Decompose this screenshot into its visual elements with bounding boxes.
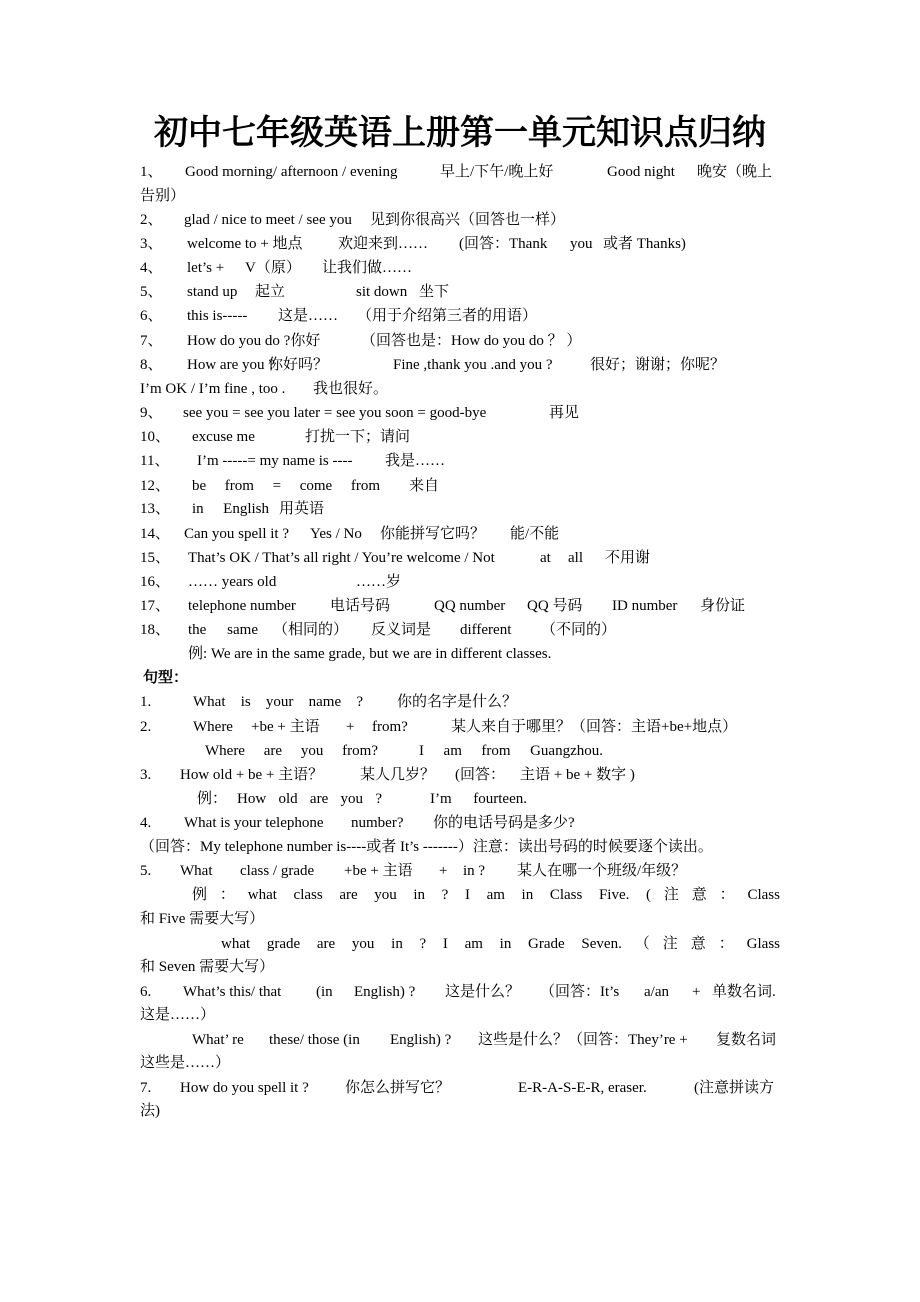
chinese-meaning: （相同的） (273, 622, 349, 638)
chinese-meaning: 欢迎来到…… (338, 236, 429, 252)
vocab-item-17 (0, 594, 920, 618)
english-sentence: How do you spell it ? (180, 1080, 309, 1096)
pattern-2 (0, 715, 920, 739)
english-sentence: How old + be + 主语？ (180, 767, 324, 783)
english-phrase: ID number (612, 598, 678, 614)
english-phrase: I’m OK / I’m fine , too . (140, 381, 286, 397)
chinese-meaning: 坐下 (419, 284, 450, 300)
note: 这是……） (140, 1007, 216, 1023)
english-sentence: English) ? (390, 1032, 452, 1048)
pattern-5-example-2-continued (0, 955, 920, 979)
item-number: 15、 (140, 550, 171, 566)
vocab-item-18-example (0, 642, 920, 666)
item-number: 1. (140, 694, 152, 710)
item-number: 8、 (140, 357, 163, 373)
item-number: 14、 (140, 526, 171, 542)
item-number: 12、 (140, 478, 171, 494)
example-label: 例： (197, 791, 228, 807)
chinese-meaning: 再见 (549, 405, 580, 421)
chinese-meaning: 很好；谢谢；你呢？ (590, 357, 726, 373)
item-number: 3. (140, 767, 152, 783)
english-phrase: the same (188, 622, 258, 638)
note: 和 Five 需要大写） (140, 911, 265, 927)
english-phrase: Can you spell it ? (184, 526, 289, 542)
chinese-meaning: 某人在哪一个班级/年级？ (517, 863, 687, 879)
item-number: 5. (140, 863, 152, 879)
english-phrase: How are you ? (187, 357, 275, 373)
chinese-meaning: 身份证 (700, 598, 746, 614)
item-number: 5、 (140, 284, 163, 300)
english-phrase: telephone number (188, 598, 296, 614)
vocab-item-2 (0, 208, 920, 232)
english-sentence: Where (193, 719, 233, 735)
english-sentence: What’s this/ that (183, 984, 282, 1000)
english-sentence: these/ those (in (269, 1032, 360, 1048)
vocab-item-13 (0, 497, 920, 521)
example-question: Where are you from? (205, 743, 378, 759)
english-phrase: different (460, 622, 512, 638)
item-number: 10、 (140, 429, 171, 445)
note: 单数名词. (712, 984, 776, 1000)
english-phrase: be from = come from (192, 478, 380, 494)
pattern-5-example-1 (0, 883, 920, 907)
pattern-1 (0, 690, 920, 714)
item-number: 4、 (140, 260, 163, 276)
note: (注意拼读方 (694, 1080, 774, 1096)
english-sentence: + (439, 863, 448, 879)
note: 这些是……） (140, 1055, 231, 1071)
chinese-meaning: 你能拼写它吗？ (380, 526, 486, 542)
chinese-meaning: 不用谢 (605, 550, 651, 566)
english-sentence: What’ re (192, 1032, 244, 1048)
english-sentence: + (346, 719, 355, 735)
example-answer: I’m fourteen. (430, 791, 527, 807)
english-phrase: at (540, 550, 551, 566)
pattern-4 (0, 811, 920, 835)
item-number: 18、 (140, 622, 171, 638)
vocab-item-1-continued (0, 184, 920, 208)
chinese-meaning: 晚安（晚上 (697, 164, 773, 180)
item-number: 6. (140, 984, 152, 1000)
english-phrase: excuse me (192, 429, 255, 445)
chinese-meaning: 某人几岁？ (360, 767, 436, 783)
english-phrase: sit down (356, 284, 408, 300)
item-number: 3、 (140, 236, 163, 252)
english-phrase: this is----- (187, 308, 248, 324)
english-sentence: What is your telephone (184, 815, 324, 831)
example-sentence: what grade are you in ? I am in Grade Seven.（注意：Glass (221, 936, 780, 952)
note: a/an (644, 984, 669, 1000)
example-answer: E-R-A-S-E-R, eraser. (518, 1080, 647, 1096)
note: 法) (140, 1103, 160, 1119)
pattern-7-continued (0, 1099, 920, 1123)
example-sentence: 例：what class are you in ? I am in Class Five. (注意：Class (192, 887, 780, 903)
pattern-6-plural-continued (0, 1051, 920, 1075)
item-number: 4. (140, 815, 152, 831)
chinese-meaning: 这些是什么？（回答：They’re + (478, 1032, 688, 1048)
vocab-item-15 (0, 546, 920, 570)
note: 主语 + be + 数字 ) (520, 767, 635, 783)
item-number: 17、 (140, 598, 171, 614)
vocab-item-8-continued (0, 377, 920, 401)
note: + (692, 984, 701, 1000)
page-title: 初中七年级英语上册第一单元知识点归纳 (154, 115, 766, 152)
vocab-item-14 (0, 522, 920, 546)
english-phrase: in English (192, 501, 269, 517)
chinese-meaning: 起立 (255, 284, 286, 300)
chinese-meaning: 能/不能 (510, 526, 560, 542)
english-sentence: What (180, 863, 213, 879)
item-number: 1、 (140, 164, 163, 180)
item-number: 16、 (140, 574, 171, 590)
english-sentence: class / grade (240, 863, 315, 879)
english-phrase: Yes / No (310, 526, 362, 542)
vocab-item-18 (0, 618, 920, 642)
note: （回答也是：How do you do ？ ） (361, 333, 582, 349)
chinese-meaning: 我是…… (385, 453, 446, 469)
note: 复数名词 (716, 1032, 777, 1048)
note: 或者 Thanks) (603, 236, 686, 252)
example-answer: I am from Guangzhou. (419, 743, 603, 759)
chinese-meaning: 某人来自于哪里？（回答：主语+be+地点） (451, 719, 738, 735)
chinese-meaning: 让我们做…… (322, 260, 413, 276)
english-phrase: QQ number (434, 598, 506, 614)
chinese-meaning: 你的电话号码是多少? (433, 815, 575, 831)
english-phrase: I’m -----= my name is ---- (197, 453, 353, 469)
item-number: 7、 (140, 333, 163, 349)
vocab-item-3 (0, 232, 920, 256)
chinese-meaning: 你怎么拼写它？ (345, 1080, 451, 1096)
english-phrase: see you = see you later = see you soon = good-bye (183, 405, 487, 421)
section-heading: 句型： (143, 670, 189, 686)
note: （回答：It’s (540, 984, 620, 1000)
english-sentence: from? (372, 719, 408, 735)
chinese-meaning: 见到你很高兴 (370, 212, 461, 228)
example-sentence: 例: We are in the same grade, but we are in different classes. (188, 646, 552, 662)
pattern-6-continued (0, 1003, 920, 1027)
pattern-5-example-2 (0, 932, 920, 956)
english-phrase: all (568, 550, 583, 566)
vocab-item-11 (0, 449, 920, 473)
vocab-item-6 (0, 304, 920, 328)
chinese-meaning: 告别） (140, 188, 186, 204)
note: 和 Seven 需要大写） (140, 959, 275, 975)
chinese-meaning: 我也很好。 (313, 381, 389, 397)
vocab-item-12 (0, 474, 920, 498)
english-phrase: stand up (187, 284, 238, 300)
english-sentence: +be + 主语 (251, 719, 320, 735)
note: （回答：My telephone number is----或者 It’s -------）注意：读出号码的时候要逐个读出。 (140, 839, 713, 855)
note: （回答也一样） (460, 212, 566, 228)
english-phrase: How do you do ?你好 (187, 333, 321, 349)
chinese-meaning: 早上/下午/晚上好 (440, 164, 554, 180)
note: (回答： (455, 767, 505, 783)
pattern-6 (0, 980, 920, 1004)
chinese-meaning: 用英语 (279, 501, 325, 517)
chinese-meaning: 这是…… (278, 308, 339, 324)
english-phrase: Good night (607, 164, 675, 180)
pattern-3 (0, 763, 920, 787)
pattern-5 (0, 859, 920, 883)
item-number: 13、 (140, 501, 171, 517)
vocab-item-9 (0, 401, 920, 425)
english-phrase: V（原） (245, 260, 301, 276)
item-number: 2. (140, 719, 152, 735)
english-phrase: let’s + (187, 260, 225, 276)
english-phrase: That’s OK / That’s all right / You’re welcome / Not (188, 550, 495, 566)
english-phrase: Good morning/ afternoon / evening (185, 164, 398, 180)
chinese-meaning: 反义词是 (371, 622, 432, 638)
note: you (570, 236, 593, 252)
english-sentence: in ? (463, 863, 486, 879)
english-sentence: number? (351, 815, 404, 831)
vocab-item-4 (0, 256, 920, 280)
english-phrase: glad / nice to meet / see you (184, 212, 352, 228)
pattern-2-example (0, 739, 920, 763)
vocab-item-10 (0, 425, 920, 449)
example-question: How old are you ? (237, 791, 382, 807)
chinese-meaning: 来自 (409, 478, 440, 494)
item-number: 2、 (140, 212, 163, 228)
vocab-item-8 (0, 353, 920, 377)
english-sentence: English) ? (354, 984, 416, 1000)
english-sentence: +be + 主语 (344, 863, 413, 879)
chinese-meaning: ……岁 (356, 574, 402, 590)
chinese-meaning: QQ 号码 (527, 598, 583, 614)
chinese-meaning: 这是什么？ (445, 984, 521, 1000)
chinese-meaning: 电话号码 (330, 598, 391, 614)
note: (回答：Thank (459, 236, 548, 252)
pattern-6-plural (0, 1028, 920, 1052)
chinese-meaning: 打扰一下；请问 (305, 429, 411, 445)
pattern-3-example (0, 787, 920, 811)
chinese-meaning: 你的名字是什么？ (397, 694, 518, 710)
chinese-meaning: 你好吗？ (268, 357, 329, 373)
item-number: 6、 (140, 308, 163, 324)
english-phrase: welcome to + 地点 (187, 236, 303, 252)
english-sentence: (in (316, 984, 333, 1000)
item-number: 9、 (140, 405, 163, 421)
chinese-meaning: （不同的） (541, 622, 617, 638)
item-number: 11、 (140, 453, 170, 469)
vocab-item-5 (0, 280, 920, 304)
pattern-7 (0, 1076, 920, 1100)
english-sentence: What is your name ? (193, 694, 363, 710)
pattern-4-answer (0, 835, 920, 859)
vocab-item-16 (0, 570, 920, 594)
english-phrase: Fine ,thank you .and you ? (393, 357, 553, 373)
english-phrase: …… years old (188, 574, 277, 590)
pattern-5-example-1-continued (0, 907, 920, 931)
vocab-item-1 (0, 160, 920, 184)
vocab-item-7 (0, 329, 920, 353)
item-number: 7. (140, 1080, 152, 1096)
patterns-heading-line (0, 666, 920, 690)
note: （用于介绍第三者的用语） (357, 308, 538, 324)
